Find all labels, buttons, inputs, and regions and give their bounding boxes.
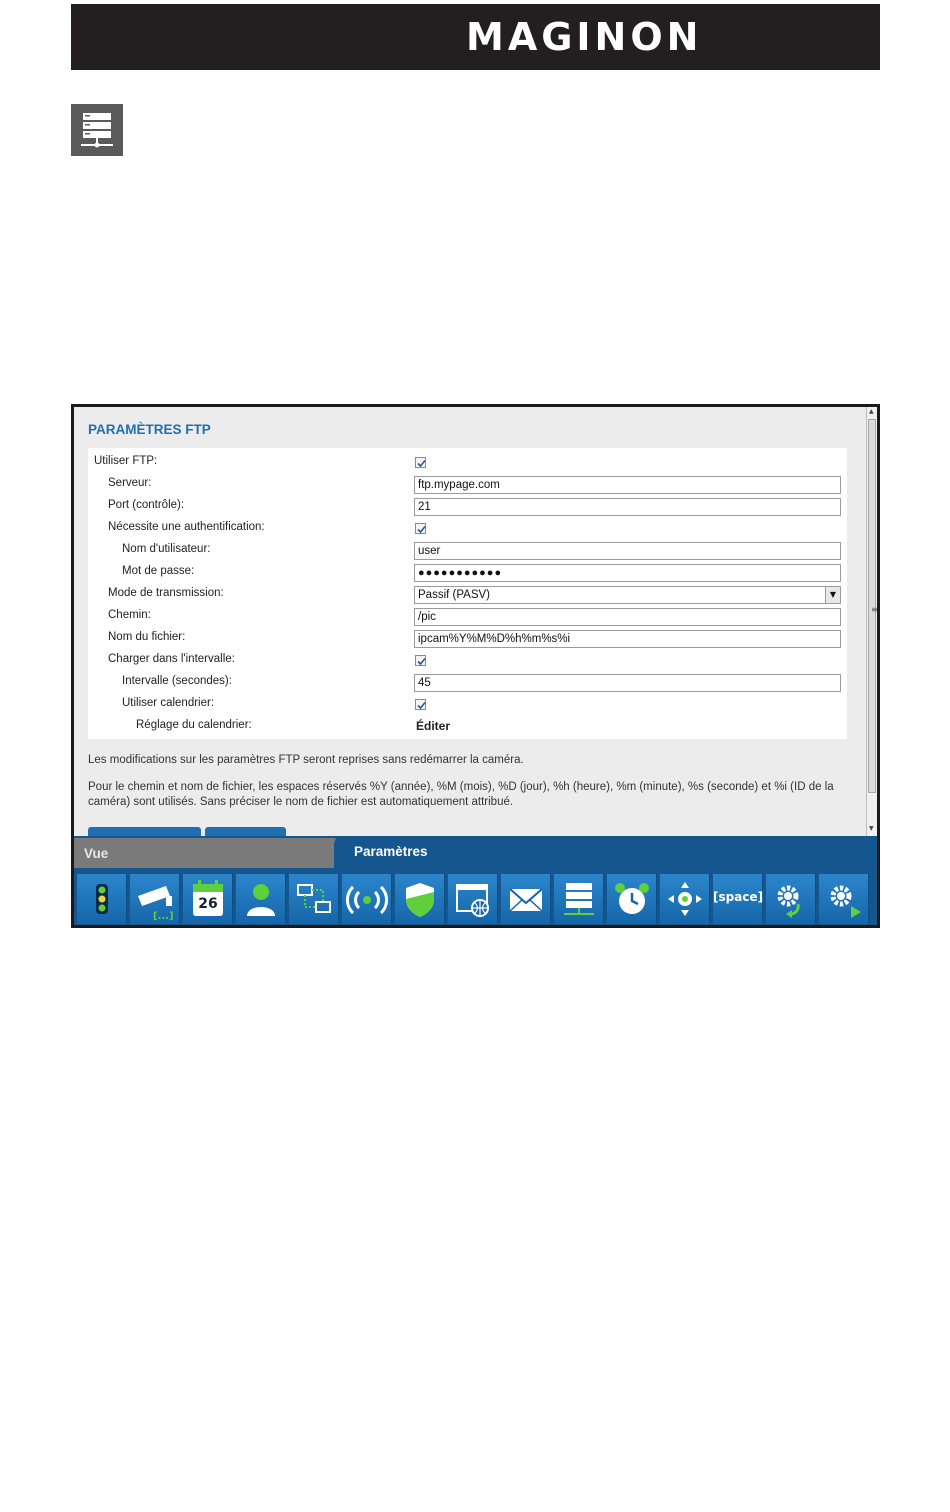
ftp-server-icon[interactable]: [554, 874, 604, 924]
row-calendar-setting: [88, 715, 847, 737]
settings-panel: [74, 407, 866, 836]
settings-next-icon[interactable]: [819, 874, 869, 924]
row-use-ftp: [88, 451, 847, 473]
transmission-select[interactable]: [414, 586, 841, 604]
note-placeholders: Pour le chemin et nom de fichier, les espaces réservés %Y (année), %M (mois), %D (jour), %h (heure), %m (minute), %s (seconde) et %i (ID de la caméra) sont utilisés. Sans préciser le nom de fichier est automatiquement attribué.: [88, 781, 834, 808]
scroll-thumb[interactable]: [868, 419, 876, 793]
ftp-form: [88, 448, 847, 739]
row-password: [88, 561, 847, 583]
note-no-restart: Les modifications sur les paramètres FTP seront reprises sans redémarrer la caméra.: [88, 754, 524, 766]
transmission-value: Passif (PASV): [418, 589, 490, 601]
camera-icon[interactable]: [130, 874, 180, 924]
checkbox-use-ftp[interactable]: [415, 457, 426, 468]
tab-vue-label: Vue: [84, 846, 109, 861]
panel-title: PARAMÈTRES FTP: [88, 422, 211, 437]
label-server: Serveur:: [108, 477, 152, 489]
row-username: [88, 539, 847, 561]
row-port: [88, 495, 847, 517]
label-interval: Intervalle (secondes):: [122, 675, 232, 687]
row-path: [88, 605, 847, 627]
svg-text:[...]: [...]: [153, 911, 174, 922]
alarm-clock-icon[interactable]: [607, 874, 657, 924]
scroll-up-icon[interactable]: ▲: [869, 408, 874, 415]
label-auth: Nécessite une authentification:: [108, 521, 265, 533]
grip-icon: ≡: [871, 605, 878, 614]
label-use-ftp: Utiliser FTP:: [94, 455, 158, 467]
port-input[interactable]: 21: [414, 498, 841, 516]
label-username: Nom d'utilisateur:: [122, 543, 211, 555]
checkbox-upload-interval[interactable]: [415, 655, 426, 666]
username-input[interactable]: user: [414, 542, 841, 560]
space-icon[interactable]: [713, 874, 763, 924]
user-icon[interactable]: [236, 874, 286, 924]
ftp-settings-window: [71, 404, 880, 928]
calendar-day: 26: [198, 896, 218, 912]
settings-icon-bar: [74, 868, 877, 925]
test-button[interactable]: [205, 827, 286, 836]
label-filename: Nom du fichier:: [108, 631, 186, 643]
path-input[interactable]: /pic: [414, 608, 841, 626]
tab-bar: [74, 836, 877, 868]
calendar-icon[interactable]: [183, 874, 233, 924]
brand-header: [71, 4, 880, 70]
row-use-calendar: [88, 693, 847, 715]
interval-input[interactable]: 45: [414, 674, 841, 692]
tab-vue[interactable]: [74, 838, 334, 868]
security-icon[interactable]: [395, 874, 445, 924]
filename-input[interactable]: ipcam%Y%M%D%h%m%s%i: [414, 630, 841, 648]
checkbox-use-calendar[interactable]: [415, 699, 426, 710]
label-use-calendar: Utiliser calendrier:: [122, 697, 215, 709]
label-path: Chemin:: [108, 609, 151, 621]
ftp-server-icon: [71, 104, 123, 156]
chevron-down-icon[interactable]: ▼: [825, 587, 840, 603]
tab-divider: [324, 838, 336, 868]
wireless-icon[interactable]: [342, 874, 392, 924]
mail-icon[interactable]: [501, 874, 551, 924]
vertical-scrollbar[interactable]: [866, 407, 877, 836]
label-calendar-setting: Réglage du calendrier:: [136, 719, 252, 731]
server-input[interactable]: ftp.mypage.com: [414, 476, 841, 494]
label-upload-interval: Charger dans l'intervalle:: [108, 653, 235, 665]
scroll-down-icon[interactable]: ▼: [869, 825, 874, 832]
row-server: [88, 473, 847, 495]
brand-logo: MAGINON: [466, 15, 703, 59]
settings-restore-icon[interactable]: [766, 874, 816, 924]
checkbox-auth[interactable]: [415, 523, 426, 534]
row-transmission: [88, 583, 847, 605]
browser-icon[interactable]: [448, 874, 498, 924]
space-label: [space]: [713, 890, 764, 904]
password-input[interactable]: ●●●●●●●●●●●: [414, 564, 841, 582]
label-password: Mot de passe:: [122, 565, 195, 577]
row-filename: [88, 627, 847, 649]
label-transmission: Mode de transmission:: [108, 587, 224, 599]
label-port: Port (contrôle):: [108, 499, 185, 511]
network-icon[interactable]: [289, 874, 339, 924]
save-button[interactable]: [88, 827, 201, 836]
edit-calendar-link[interactable]: Éditer: [416, 719, 451, 733]
row-interval: [88, 671, 847, 693]
row-upload-interval: [88, 649, 847, 671]
status-icon[interactable]: [77, 874, 127, 924]
row-auth: [88, 517, 847, 539]
tab-parametres[interactable]: Paramètres: [354, 844, 428, 859]
ptz-icon[interactable]: [660, 874, 710, 924]
